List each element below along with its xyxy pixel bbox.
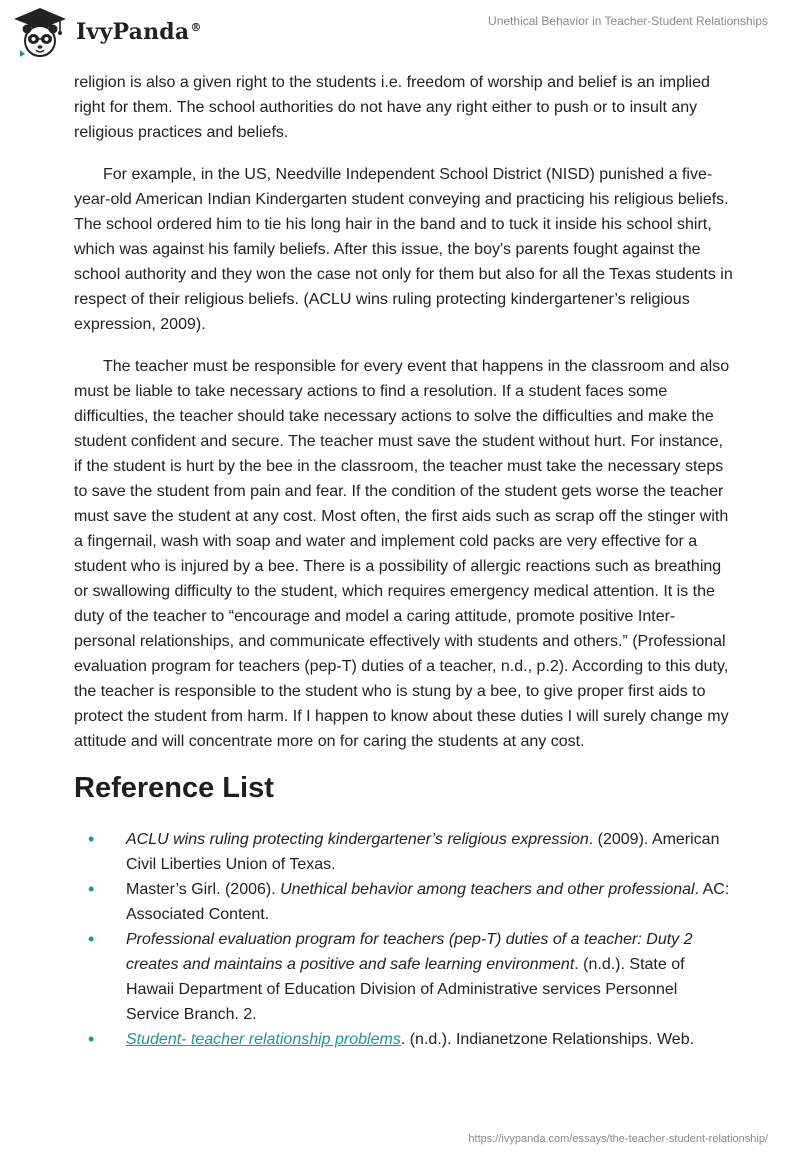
reference-details: . (2009). American Civil Liberties Union of Texas. — [126, 831, 720, 873]
reference-lead: Master’s Girl. (2006). — [126, 881, 281, 898]
logo-wordmark: IvyPanda® — [76, 19, 202, 45]
document-title: Unethical Behavior in Teacher-Student Relationships — [488, 14, 768, 28]
paragraph-3: The teacher must be responsible for every event that happens in the classroom and also must be liable to take necessary actions to find a resolution. If a student faces some difficulties, the teacher should take necessary actions to solve the difficulties and make the student confident and secure. The teacher must save the student without hurt. For instance, if the student is hurt by the bee in the classroom, the teacher must take the necessary steps to save the student from pain and fear. If the condition of the student gets worse the teacher must save the student at any cost. Most often, the first aids such as scrap off the stinger with a fingernail, wash with soap and water and implement cold packs are very effective for a student who is injured by a bee. There is a possibility of allergic reactions such as breathing or swallowing difficulty to the student, which requires emergency medical attention. It is the duty of the teacher to “encourage and model a caring attitude, promote positive Inter-personal relationships, and communicate effectively with students and others.” (Professional evaluation program for teachers (pep-T) duties of a teacher, n.d., p.2). According to this duty, the teacher is responsible to the student who is stung by a bee, to give proper first aids to protect the student from harm. If I happen to know about these duties I will surely change my attitude and will concentrate more on for caring the students at any cost. — [74, 358, 730, 750]
reference-link[interactable]: Student- teacher relationship problems — [126, 1031, 401, 1048]
reference-item — [74, 827, 734, 877]
logo[interactable] — [12, 6, 202, 58]
reference-details: . AC: Associated Content. — [126, 881, 730, 923]
bullet-icon: • — [88, 1029, 95, 1049]
paragraph-2: For example, in the US, Needville Independent School District (NISD) punished a five-year-old American Indian Kindergarten student conveying and practicing his religious beliefs. The school ordered him to tie his long hair in the band and to tuck it inside his school shirt, which was against his family beliefs. After this issue, the boy's parents fought against the school authority and they won the case not only for them but also for all the Texas students in respect of their religious beliefs. (ACLU wins ruling protecting kindergartener’s religious expression, 2009). — [74, 166, 733, 333]
page-header — [0, 0, 800, 70]
reference-details: . (n.d.). Indianetzone Relationships. Web. — [400, 1031, 695, 1048]
reference-item — [74, 927, 734, 1027]
bullet-icon: • — [88, 879, 95, 899]
reference-title: Unethical behavior among teachers and other professional — [280, 881, 695, 898]
reference-title: ACLU wins ruling protecting kindergartener’s religious expression — [126, 831, 589, 848]
source-url[interactable]: https://ivypanda.com/essays/the-teacher-student-relationship/ — [468, 1133, 768, 1145]
essay-body — [74, 70, 734, 1052]
reference-details: . (n.d.). State of Hawaii Department of Education Division of Administrative services Personnel Service Branch. 2. — [126, 956, 685, 1023]
paragraph-1: religion is also a given right to the students i.e. freedom of worship and belief is an implied right for them. The school authorities do not have any right either to push or to insult any religious practices and beliefs. — [74, 74, 710, 141]
reference-item — [74, 1027, 734, 1052]
bullet-icon: • — [88, 929, 95, 949]
reference-list — [74, 827, 734, 1052]
reference-list-heading: Reference List — [74, 772, 274, 804]
reference-item — [74, 877, 734, 927]
reference-title: Professional evaluation program for teachers (pep-T) duties of a teacher: Duty 2 creates and maintains a positive and safe learning environment — [126, 931, 693, 973]
panda-graduate-icon — [12, 6, 68, 58]
bullet-icon: • — [88, 829, 95, 849]
